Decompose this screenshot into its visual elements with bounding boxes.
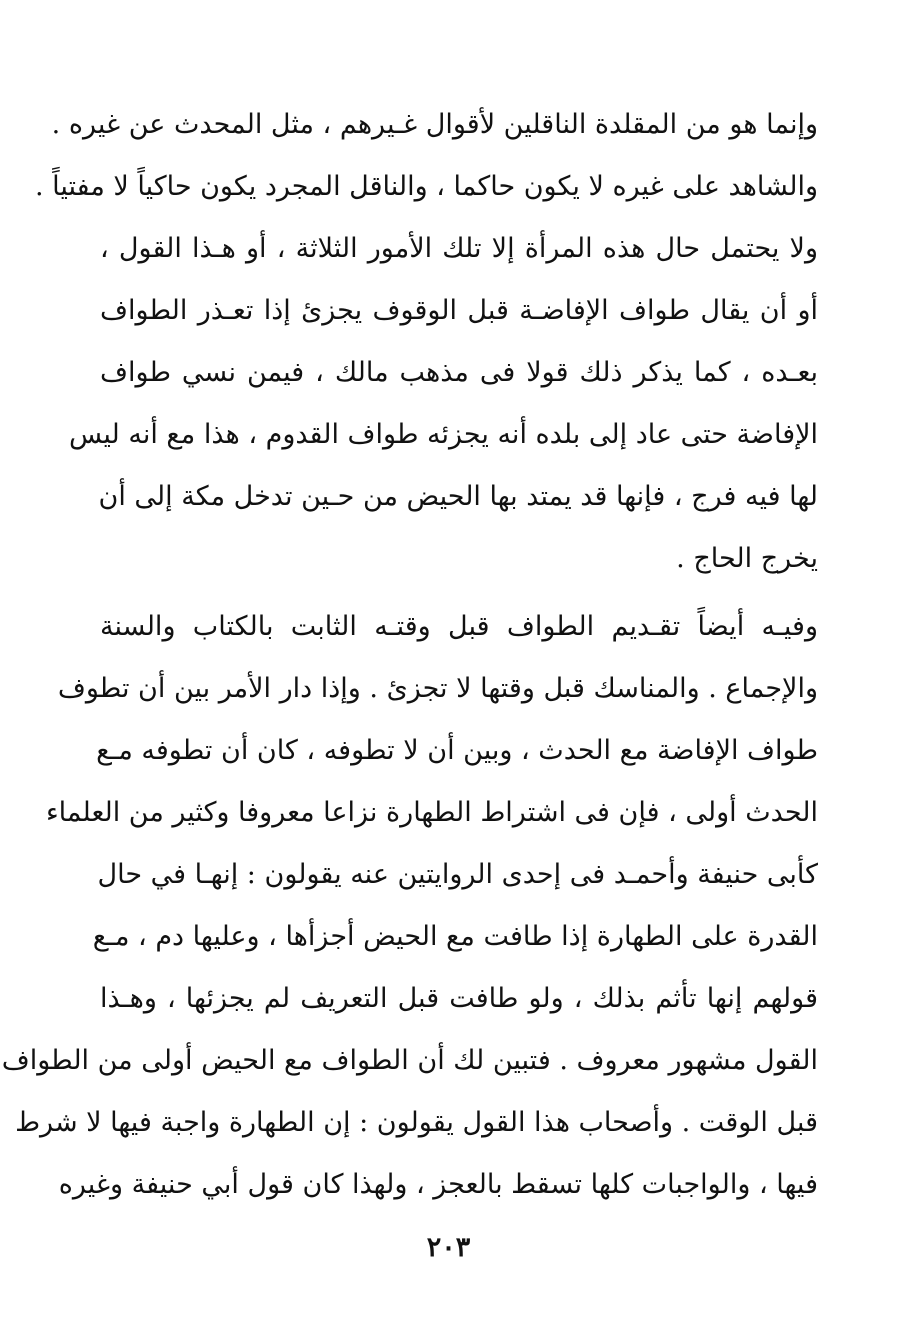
text-line: الإفاضة حتى عاد إلى بلده أنه يجزئه طواف القدوم ، هذا مع أنه ليس	[68, 419, 818, 450]
text-line: يخرج الحاج .	[676, 543, 818, 574]
text-line: والشاهد على غيره لا يكون حاكما ، والناقل المجرد يكون حاكياً لا مفتياً .	[35, 171, 818, 202]
text-line: القدرة على الطهارة إذا طافت مع الحيض أجزأها ، وعليها دم ، مـع	[92, 921, 818, 952]
text-line: أو أن يقال طواف الإفاضـة قبل الوقوف يجزئ إذا تعـذر الطواف	[100, 295, 818, 326]
page-number: ٢٠٣	[426, 1232, 471, 1263]
text-line: قولهم إنها تأثم بذلك ، ولو طافت قبل التعريف لم يجزئها ، وهـذا	[100, 983, 818, 1014]
text-line: فيها ، والواجبات كلها تسقط بالعجز ، ولهذا كان قول أبي حنيفة وغيره	[58, 1169, 818, 1200]
paragraph-1	[35, 94, 818, 590]
paragraph-2	[1, 596, 818, 1216]
text-line: كأبى حنيفة وأحمـد فى إحدى الروايتين عنه يقولون : إنهـا في حال	[97, 859, 818, 890]
text-line: طواف الإفاضة مع الحدث ، وبين أن لا تطوفه ، كان أن تطوفه مـع	[96, 735, 818, 766]
text-line: الحدث أولى ، فإن فى اشتراط الطهارة نزاعا معروفا وكثير من العلماء	[45, 797, 818, 828]
text-line: وإنما هو من المقلدة الناقلين لأقوال غـيرهم ، مثل المحدث عن غيره .	[51, 109, 818, 140]
text-line: القول مشهور معروف . فتبين لك أن الطواف مع الحيض أولى من الطواف	[1, 1045, 818, 1076]
text-line: والإجماع . والمناسك قبل وقتها لا تجزئ . وإذا دار الأمر بين أن تطوف	[57, 673, 818, 704]
text-line: بعـده ، كما يذكر ذلك قولا فى مذهب مالك ، فيمن نسي طواف	[100, 357, 818, 388]
text-line: قبل الوقت . وأصحاب هذا القول يقولون : إن الطهارة واجبة فيها لا شرط	[15, 1107, 818, 1138]
text-line: وفيـه أيضاً تقـديم الطواف قبل وقتـه الثابت بالكتاب والسنة	[100, 611, 818, 642]
text-line: لها فيه فرج ، فإنها قد يمتد بها الحيض من حـين تدخل مكة إلى أن	[98, 481, 818, 512]
text-line: ولا يحتمل حال هذه المرأة إلا تلك الأمور الثلاثة ، أو هـذا القول ،	[100, 233, 818, 264]
